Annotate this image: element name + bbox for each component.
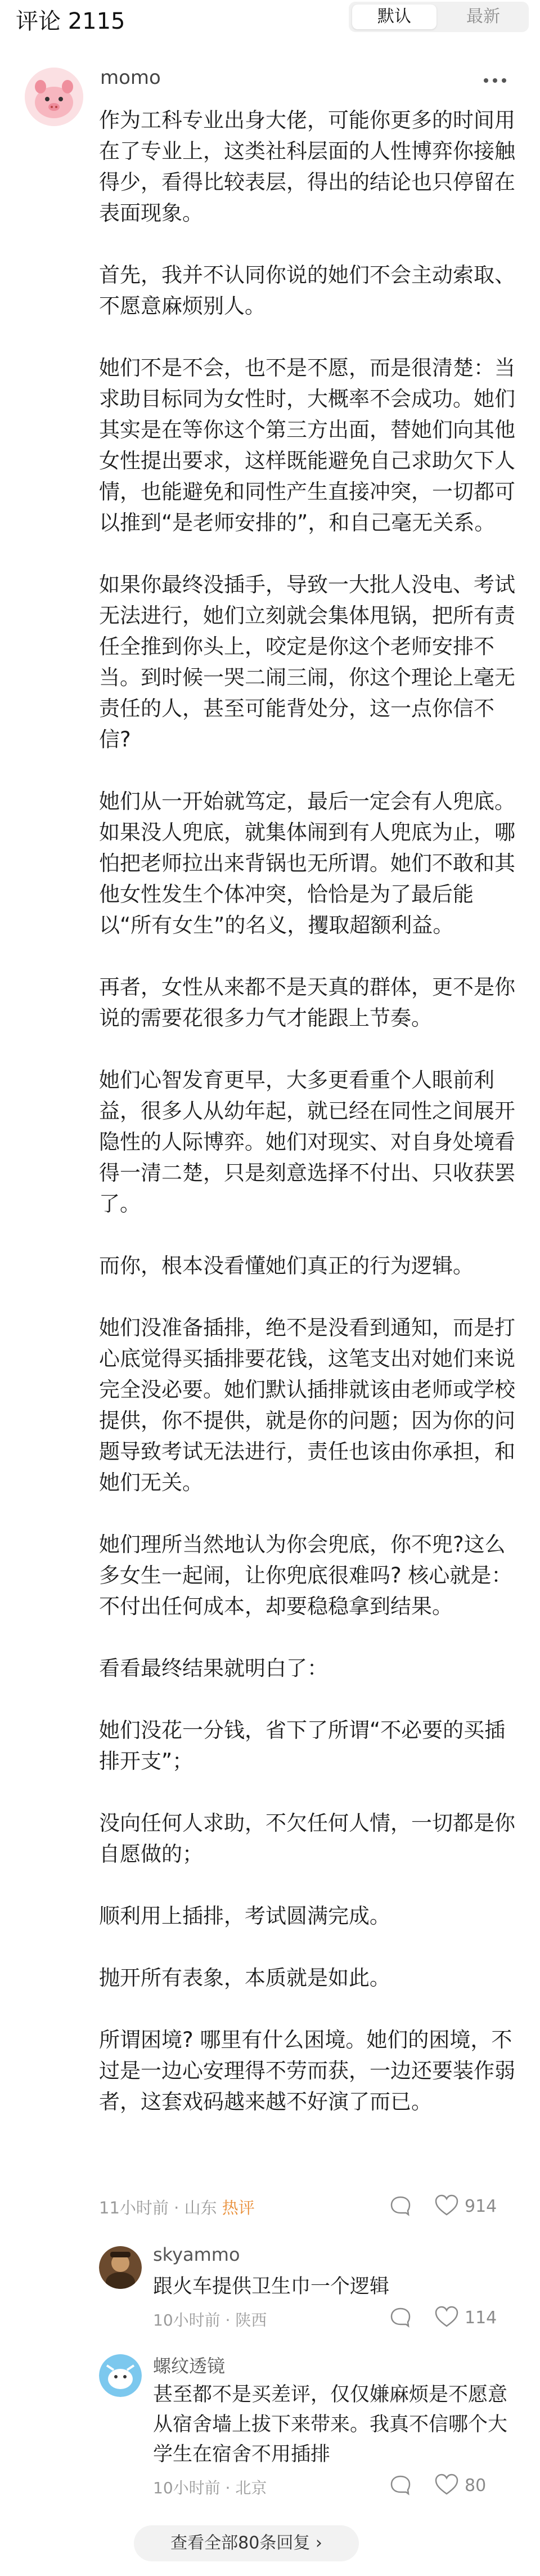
reply-avatar[interactable] xyxy=(99,2246,142,2289)
heart-icon[interactable] xyxy=(434,2194,459,2219)
comment-bubble-icon[interactable] xyxy=(389,2474,412,2498)
like-count: 914 xyxy=(465,2197,497,2216)
comment-bubble-icon[interactable] xyxy=(389,2194,412,2219)
reply-meta: 10小时前 · 北京 xyxy=(153,2479,267,2497)
comment-paragraph: 她们不是不会，也不是不愿，而是很清楚：当求助目标同为女性时，大概率不会成功。她们其实是在等你这个第三方出面，替她们向其他女性提出要求，这样既能避免自己求助欠下人情，也能避免和同性产生直接冲突，一切都可以推到“是老师安排的”，和自己毫无关系。 xyxy=(99,356,515,535)
comment-paragraph: 再者，女性从来都不是天真的群体，更不是你说的需要花很多力气才能跟上节奏。 xyxy=(99,975,515,1030)
pig-avatar-icon[interactable] xyxy=(25,68,83,126)
comment-paragraph: 首先，我并不认同你说的她们不会主动索取、不愿意麻烦别人。 xyxy=(99,263,515,318)
comment-paragraph: 没向任何人求助，不欠任何人情，一切都是你自愿做的； xyxy=(99,1811,515,1866)
reply-time: 10小时前 xyxy=(153,2479,220,2497)
comment-paragraph: 而你，根本没看懂她们真正的行为逻辑。 xyxy=(99,1254,474,1278)
comment-paragraph: 抛开所有表象，本质就是如此。 xyxy=(99,1966,390,1990)
reply-location: 陕西 xyxy=(235,2311,267,2329)
reply-username[interactable]: skyammo xyxy=(153,2244,240,2265)
hot-badge: 热评 xyxy=(222,2198,255,2217)
reply-text: 甚至都不是买差评，仅仅嫌麻烦是不愿意从宿舍墙上拔下来带来。我真不信哪个大学生在宿舍不用插排 xyxy=(153,2383,508,2466)
reply-like-count: 114 xyxy=(465,2308,497,2328)
comment-paragraph: 作为工科专业出身大佬，可能你更多的时间用在了专业上，这类社科层面的人性博弈你接触得少，看得比较表层，得出的结论也只停留在表面现象。 xyxy=(99,108,515,225)
comment-paragraph: 如果你最终没插手，导致一大批人没电、考试无法进行，她们立刻就会集体甩锅，把所有责任全推到你头上，咬定是你这个老师安排不当。到时候一哭二闹三闹，你这个理论上毫无责任的人，甚至可能背处分，这一点你信不信? xyxy=(99,573,515,752)
comment-username[interactable]: momo xyxy=(100,66,161,89)
comment-paragraph: 她们没花一分钱，省下了所谓“不必要的买插排开支”； xyxy=(99,1718,506,1773)
heart-icon[interactable] xyxy=(434,2474,459,2498)
reply-like-count: 80 xyxy=(465,2476,487,2496)
sort-toggle xyxy=(349,2,529,32)
reply-avatar[interactable] xyxy=(99,2354,142,2397)
comment-time: 11小时前 xyxy=(99,2198,169,2217)
more-icon[interactable] xyxy=(478,72,512,89)
sort-latest-button[interactable]: 最新 xyxy=(466,7,500,26)
comment-paragraph: 看看最终结果就明白了： xyxy=(99,1656,328,1680)
reply-meta: 10小时前 · 陕西 xyxy=(153,2311,267,2329)
comment-location: 山东 xyxy=(184,2198,217,2217)
reply-username[interactable]: 螺纹透镜 xyxy=(153,2355,226,2377)
view-all-replies-button[interactable]: 查看全部80条回复 › xyxy=(134,2525,359,2561)
comment-paragraph: 她们心智发育更早，大多更看重个人眼前利益，很多人从幼年起，就已经在同性之间展开隐性的人际博弈。她们对现实、对自身处境看得一清二楚，只是刻意选择不付出、只收获罢了。 xyxy=(99,1068,515,1216)
comment-paragraph: 她们从一开始就笃定，最后一定会有人兜底。如果没人兜底，就集体闹到有人兜底为止，哪怕把老师拉出来背锅也无所谓。她们不敢和其他女性发生个体冲突，恰恰是为了最后能以“所有女生”的名义，攫取超额利益。 xyxy=(99,789,515,937)
comment-paragraph: 所谓困境? 哪里有什么困境。她们的困境，不过是一边心安理得不劳而获，一边还要装作弱者，这套戏码越来越不好演了而已。 xyxy=(99,2028,515,2114)
reply-location: 北京 xyxy=(235,2479,267,2497)
comment-body xyxy=(99,105,515,2117)
comment-meta: 11小时前 · 山东 热评 xyxy=(99,2198,255,2217)
comment-paragraph: 顺利用上插排，考试圆满完成。 xyxy=(99,1904,390,1928)
comment-bubble-icon[interactable] xyxy=(389,2306,412,2331)
reply-time: 10小时前 xyxy=(153,2311,220,2329)
comment-paragraph: 她们没准备插排，绝不是没看到通知，而是打心底觉得买插排要花钱，这笔支出对她们来说完全没必要。她们默认插排就该由老师或学校提供，你不提供，就是你的问题；因为你的问题导致考试无法进行，责任也该由你承担，和她们无关。 xyxy=(99,1316,515,1495)
sort-default-button[interactable]: 默认 xyxy=(352,5,436,29)
comment-paragraph: 她们理所当然地认为你会兜底，你不兜?这么多女生一起闹，让你兜底很难吗? 核心就是：不付出任何成本，却要稳稳拿到结果。 xyxy=(99,1532,512,1618)
comments-title: 评论 2115 xyxy=(16,8,125,34)
comments-header xyxy=(0,0,540,41)
reply-text: 跟火车提供卫生巾一个逻辑 xyxy=(153,2275,390,2298)
heart-icon[interactable] xyxy=(434,2306,459,2331)
